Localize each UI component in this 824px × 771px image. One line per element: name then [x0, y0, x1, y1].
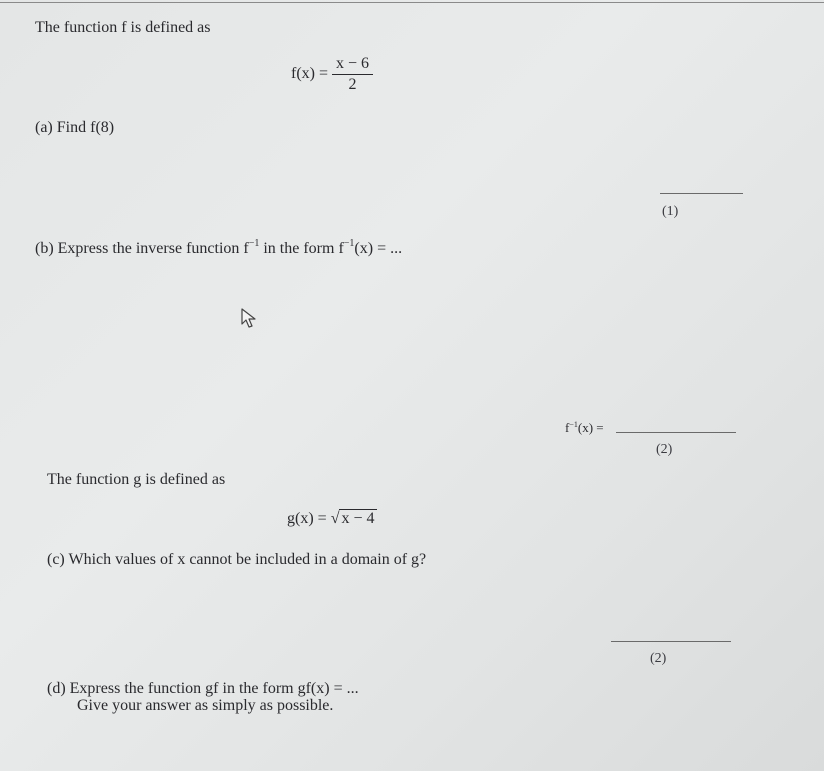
part-b-answer-label: [565, 420, 604, 436]
part-b-sup2: −1: [343, 238, 355, 249]
part-c-marks: (2): [650, 651, 667, 666]
f-definition: [291, 54, 373, 95]
g-definition: [287, 510, 377, 528]
part-b-tail: (x) = ...: [354, 240, 403, 257]
part-b-question: [35, 238, 402, 258]
part-a-answer-line: [660, 193, 743, 194]
part-b-answer-tail: (x) =: [577, 420, 604, 435]
part-d-line1: (d) Express the function gf in the form gf(x) = ...: [47, 680, 359, 697]
part-b-text: (b) Express the inverse function f: [35, 240, 249, 257]
g-radicand: x − 4: [341, 510, 375, 527]
part-b-marks: (2): [656, 442, 673, 457]
sqrt-symbol: √: [330, 510, 340, 527]
part-b-sup1: −1: [248, 238, 260, 249]
part-a-marks: (1): [662, 204, 679, 219]
part-a-question: [35, 119, 114, 137]
g-lhs: g(x) =: [287, 510, 327, 527]
mouse-cursor-icon: [240, 307, 260, 329]
part-b-answer-f: f: [565, 420, 570, 435]
part-a-label: (a) Find: [35, 119, 87, 136]
top-divider: [0, 2, 824, 3]
intro-f: The function f is defined as: [35, 19, 211, 36]
part-c-question: (c) Which values of x cannot be included in a domain of g?: [47, 551, 427, 568]
f-fraction: [332, 54, 373, 95]
part-d-line2: Give your answer as simply as possible.: [77, 697, 334, 714]
part-b-answer-line: [616, 432, 736, 433]
part-b-answer-sup: −1: [569, 420, 578, 429]
f-denominator: 2: [348, 76, 357, 93]
part-a-expr: f(8): [90, 119, 115, 136]
part-b-mid: in the form f: [259, 240, 344, 257]
g-sqrt: [331, 510, 377, 528]
f-lhs: f(x) =: [291, 65, 329, 83]
intro-g: The function g is defined as: [47, 471, 226, 488]
part-c-answer-line: [611, 641, 731, 642]
f-numerator: x − 6: [332, 54, 373, 75]
